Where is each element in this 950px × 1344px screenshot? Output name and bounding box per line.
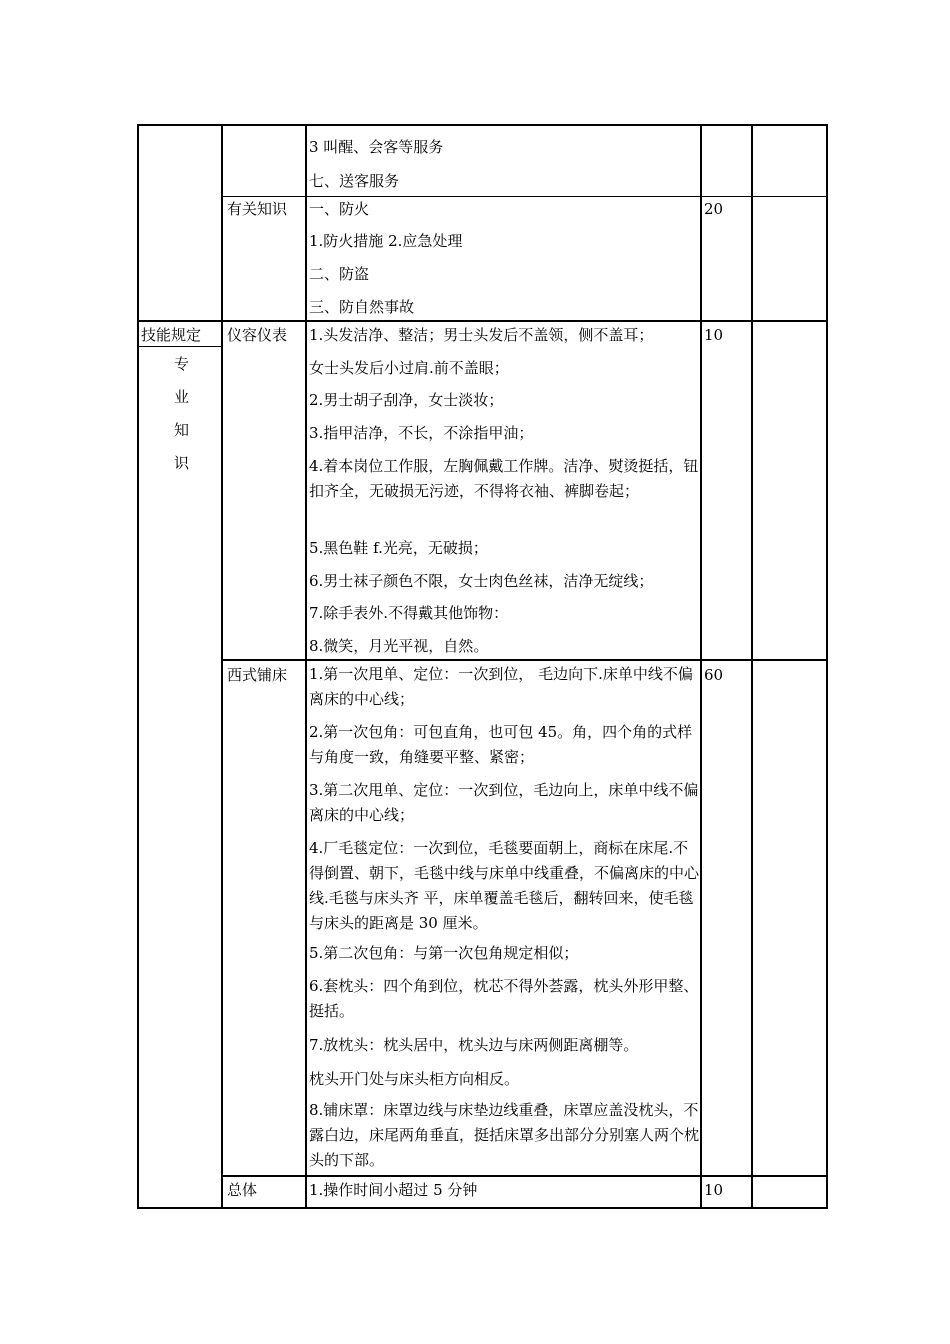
content-line: 3.指甲洁净，不长，不涂指甲油； [309, 424, 534, 442]
content-line: 8.微笑，月光平视，自然。 [309, 637, 489, 655]
knowledge-char: 业 [174, 388, 190, 406]
knowledge-char: 识 [174, 454, 190, 472]
content-line: 1.第一次甩单、定位：一次到位， 毛边向下.床单中线不偏离床的中心线； [309, 665, 693, 708]
content-line: 1.防火措施 2.应急处理 [309, 232, 463, 250]
table-left-border [137, 124, 139, 1209]
content-line: 8.铺床罩：床罩边线与床垫边线重叠，床罩应盖没枕头，不露白边，床尾两角垂直，挺括床罩多出部分分别塞人两个枕头的下部。 [309, 1101, 700, 1169]
content-line: 一、防火 [309, 200, 370, 218]
content-line: 6.套枕头：四个角到位，枕芯不得外荟露，枕头外形甲整、挺括。 [309, 977, 699, 1020]
row-divider [222, 659, 828, 661]
content-line: 二、防盗 [309, 265, 370, 283]
content-line: 4.着本岗位工作服，左胸佩戴工作牌。洁净、熨烫挺括，钮扣齐全，无破损无污迹，不得将衣袖、裤脚卷起； [309, 457, 699, 500]
content-line: 七、送客服务 [309, 172, 400, 190]
category-label: 西式铺床 [227, 666, 288, 684]
content-line: 枕头开门处与床头柜方向相反。 [309, 1070, 520, 1088]
content-line: 7.放枕头：枕头居中，枕头边与床两侧距离棚等。 [309, 1036, 639, 1054]
score-value: 10 [704, 1181, 724, 1199]
content-line: 3 叫醒、会客等服务 [309, 138, 444, 156]
content-line: 1.头发洁净、整洁；男士头发后不盖领，侧不盖耳； [309, 326, 654, 344]
content-line: 三、防自然事故 [309, 298, 415, 316]
category-label: 仪容仪表 [227, 326, 288, 344]
content-line: 7.除手表外.不得戴其他饰物： [309, 604, 509, 622]
table-bottom-border [137, 1207, 828, 1209]
content-line: 5.第二次包角：与第一次包角规定相似； [309, 944, 579, 962]
score-value: 60 [704, 666, 724, 684]
content-line: 4.厂毛毯定位：一次到位，毛毯要面朝上，商标在床尾.不得倒置、朝下，毛毯中线与床单中线重叠，不偏离床的中心线.毛毯与床头齐 平，床单覆盖毛毯后，翻转回来，使毛毯与床头的距离是 30 厘米。 [309, 839, 700, 932]
category-label: 有关知识 [227, 200, 288, 218]
skills-label: 技能规定 [141, 326, 202, 344]
content-line: 1.操作时间小超过 5 分钟 [309, 1181, 478, 1199]
table-top-border [137, 124, 828, 126]
content-line: 5.黑色鞋 f.光亮，无破损； [309, 539, 488, 557]
col-divider [221, 124, 223, 1209]
col-divider [751, 124, 753, 1209]
col-divider [305, 124, 307, 1209]
content-line: 2.男士胡子刮净，女士淡妆； [309, 391, 504, 409]
category-label: 总体 [227, 1181, 258, 1199]
content-line: 3.第二次甩单、定位：一次到位，毛边向上，床单中线不偏离床的中心线； [309, 781, 699, 824]
score-value: 20 [704, 200, 724, 218]
content-line: 2.第一次包角：可包直角，也可包 45。角，四个角的式样与角度一致，角缝要平整、紧密； [309, 723, 693, 766]
knowledge-char: 知 [174, 421, 190, 439]
table-right-border [826, 124, 828, 1209]
content-line: 6.男士袜子颜色不限，女士肉色丝袜，洁净无绽线； [309, 572, 654, 590]
knowledge-char: 专 [174, 355, 190, 373]
col-divider [700, 124, 702, 1209]
content-line: 女士头发后小过肩.前不盖眼； [309, 359, 509, 377]
score-value: 10 [704, 326, 724, 344]
